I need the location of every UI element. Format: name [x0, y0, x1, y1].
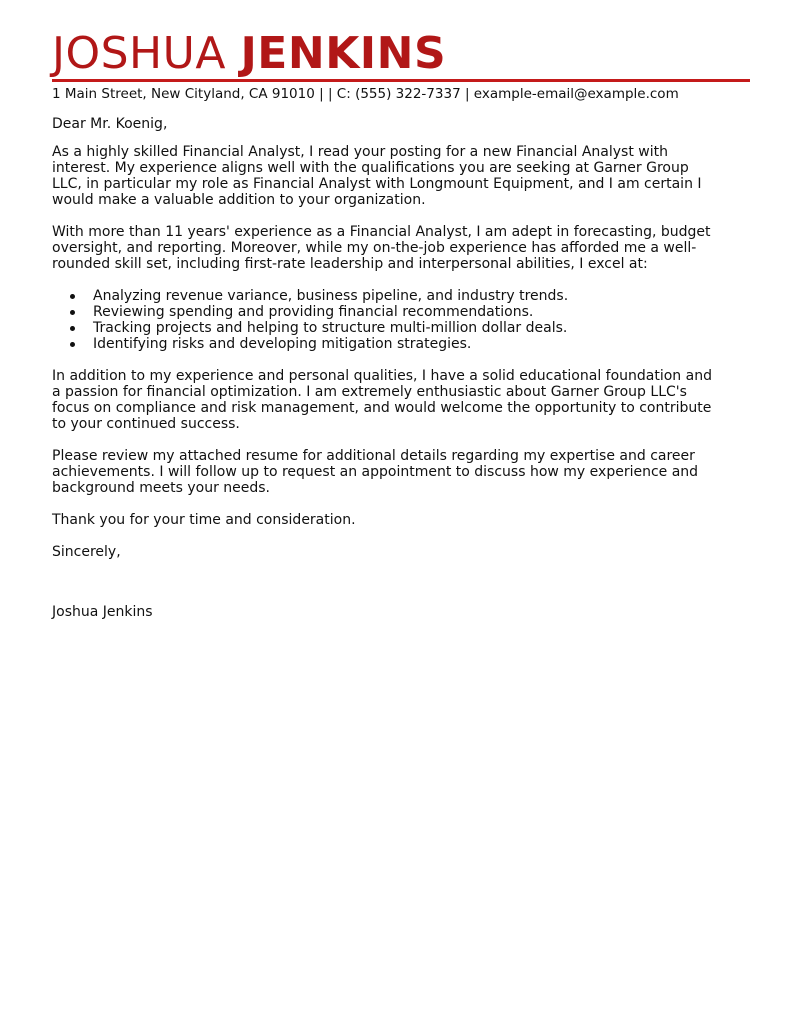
bullet-icon — [70, 310, 75, 315]
paragraph-follow-up: Please review my attached resume for additional details regarding my expertise and career achievements. I will follow up to request an appointment to discuss how my experience and background meets your needs. — [52, 448, 699, 496]
last-name: JENKINS — [240, 28, 447, 79]
paragraph-education: In addition to my experience and personal qualities, I have a solid educational foundation and a passion for financial optimization. I am extremely enthusiastic about Garner Group LLC's focus on compliance and risk management, and would welcome the opportunity to contribute to your continued success. — [52, 368, 712, 432]
list-item — [52, 288, 712, 304]
contact-info: 1 Main Street, New Cityland, CA 91010 | | C: (555) 322-7337 | example-email@example.com — [52, 86, 679, 102]
list-item-text: Identifying risks and developing mitigation strategies. — [93, 336, 472, 352]
applicant-name-heading — [52, 30, 446, 78]
list-item-text: Reviewing spending and providing financial recommendations. — [93, 304, 534, 320]
header-divider — [52, 79, 750, 82]
first-name: JOSHUA — [52, 28, 226, 79]
list-item-text: Analyzing revenue variance, business pipeline, and industry trends. — [93, 288, 569, 304]
list-item — [52, 320, 712, 336]
bullet-icon — [70, 342, 75, 347]
bullet-icon — [70, 326, 75, 331]
list-item-text: Tracking projects and helping to structure multi-million dollar deals. — [93, 320, 568, 336]
salutation: Dear Mr. Koenig, — [52, 116, 168, 132]
bullet-icon — [70, 294, 75, 299]
closing: Sincerely, — [52, 544, 121, 560]
list-item — [52, 336, 712, 352]
list-item — [52, 304, 712, 320]
paragraph-intro: As a highly skilled Financial Analyst, I read your posting for a new Financial Analyst with interest. My experience aligns well with the qualifications you are seeking at Garner Group LLC, in particular my role as Financial Analyst with Longmount Equipment, and I am certain I would make a valuable addition to your organization. — [52, 144, 702, 208]
signature-name: Joshua Jenkins — [52, 604, 153, 620]
letter-body — [52, 116, 712, 636]
skills-list — [52, 288, 712, 352]
paragraph-experience: With more than 11 years' experience as a Financial Analyst, I am adept in forecasting, budget oversight, and reporting. Moreover, while my on-the-job experience has afforded me a well-rounded skill set, including first-rate leadership and interpersonal abilities, I excel at: — [52, 224, 711, 272]
thank-you-line: Thank you for your time and consideration. — [52, 512, 356, 528]
